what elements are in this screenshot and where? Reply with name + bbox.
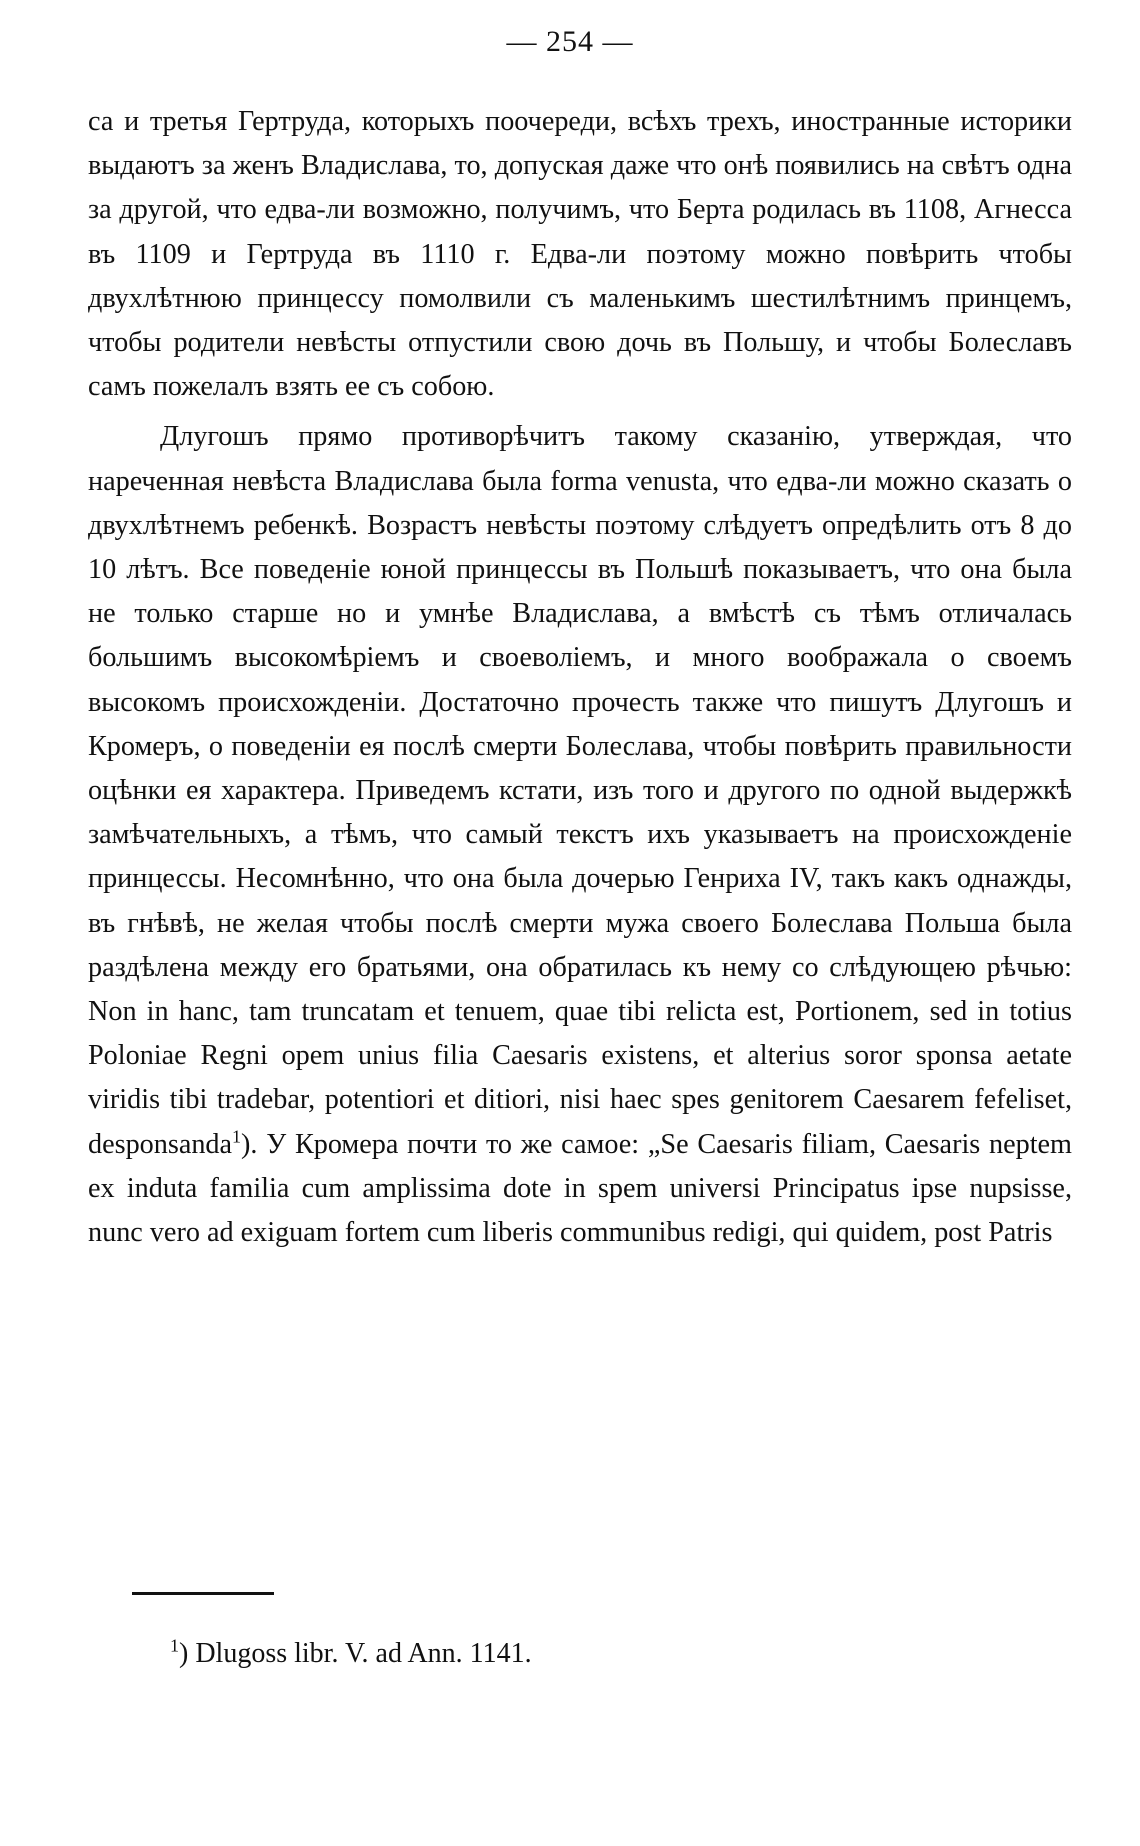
footnote-text: ) Dlugoss libr. V. ad Ann. 1141. xyxy=(179,1638,532,1669)
footnote-reference: 1 xyxy=(232,1126,242,1147)
footnote-divider xyxy=(132,1592,274,1595)
paragraph-2-continuation: ). У Кромера почти то же самое: „Se Caesaris filiam, Caesaris neptem ex induta familia cum amplissima dote in spem universi Principatus ipse nupsisse, nunc vero ad exiguam fortem cum liberis communibus redigi, qui quidem, post Patris xyxy=(88,1128,1072,1249)
page-number: — 254 — xyxy=(506,25,634,58)
body-text xyxy=(88,100,1072,1255)
paragraph-1: са и третья Гертруда, которыхъ поочереди, всѣхъ трехъ, иностранные историки выдаютъ за женъ Владислава, то, допуская даже что онѣ появились на свѣтъ одна за другой, что едва-ли возможно, получимъ, что Берта родилась въ 1108, Агнесса въ 1109 и Гертруда въ 1110 г. Едва-ли поэтому можно повѣрить чтобы двухлѣтнюю принцессу помолвили съ маленькимъ шестилѣтнимъ принцемъ, чтобы родители невѣсты отпустили свою дочь въ Польшу, и чтобы Болеславъ самъ пожелалъ взять ее съ собою. xyxy=(88,106,1072,403)
paragraph-2-text: Длугошъ прямо противорѣчитъ такому сказанію, утверждая, что нареченная невѣста Владислава была forma venusta, что едва-ли можно сказать о двухлѣтнемъ ребенкѣ. Возрастъ невѣсты поэтому слѣдуетъ опредѣлить отъ 8 до 10 лѣтъ. Все поведеніе юной принцессы въ Польшѣ показываетъ, что она была не только старше но и умнѣе Владислава, а вмѣстѣ съ тѣмъ отличалась большимъ высокомѣріемъ и своеволіемъ, и много воображала о своемъ высокомъ происхожденіи. Достаточно прочесть также что пишутъ Длугошъ и Кромеръ, о поведеніи ея послѣ смерти Болеслава, чтобы повѣрить правильности оцѣнки ея характера. Приведемъ кстати, изъ того и другого по одной выдержкѣ замѣчательныхъ, а тѣмъ, что самый текстъ ихъ указываетъ на происхожденіе принцессы. Несомнѣнно, что она была дочерью Генриха IV, такъ какъ однажды, въ гнѣвѣ, не желая чтобы послѣ смерти мужа своего Болеслава Польша была раздѣлена между его братьями, она обратилась къ нему со слѣдующею рѣчью: Non in hanc, tam truncatam et tenuem, quae tibi relicta est, Portionem, sed in totius Poloniae Regni opem unius filia Caesaris existens, et alterius soror sponsa aetate viridis tibi tradebar, potentiori et ditiori, nisi haec spes genitorem Caesarem fefeliset, desponsanda xyxy=(88,421,1072,1160)
footnote-mark: 1 xyxy=(170,1635,179,1656)
paragraph-2 xyxy=(88,415,1072,1255)
footnote xyxy=(170,1634,1070,1674)
